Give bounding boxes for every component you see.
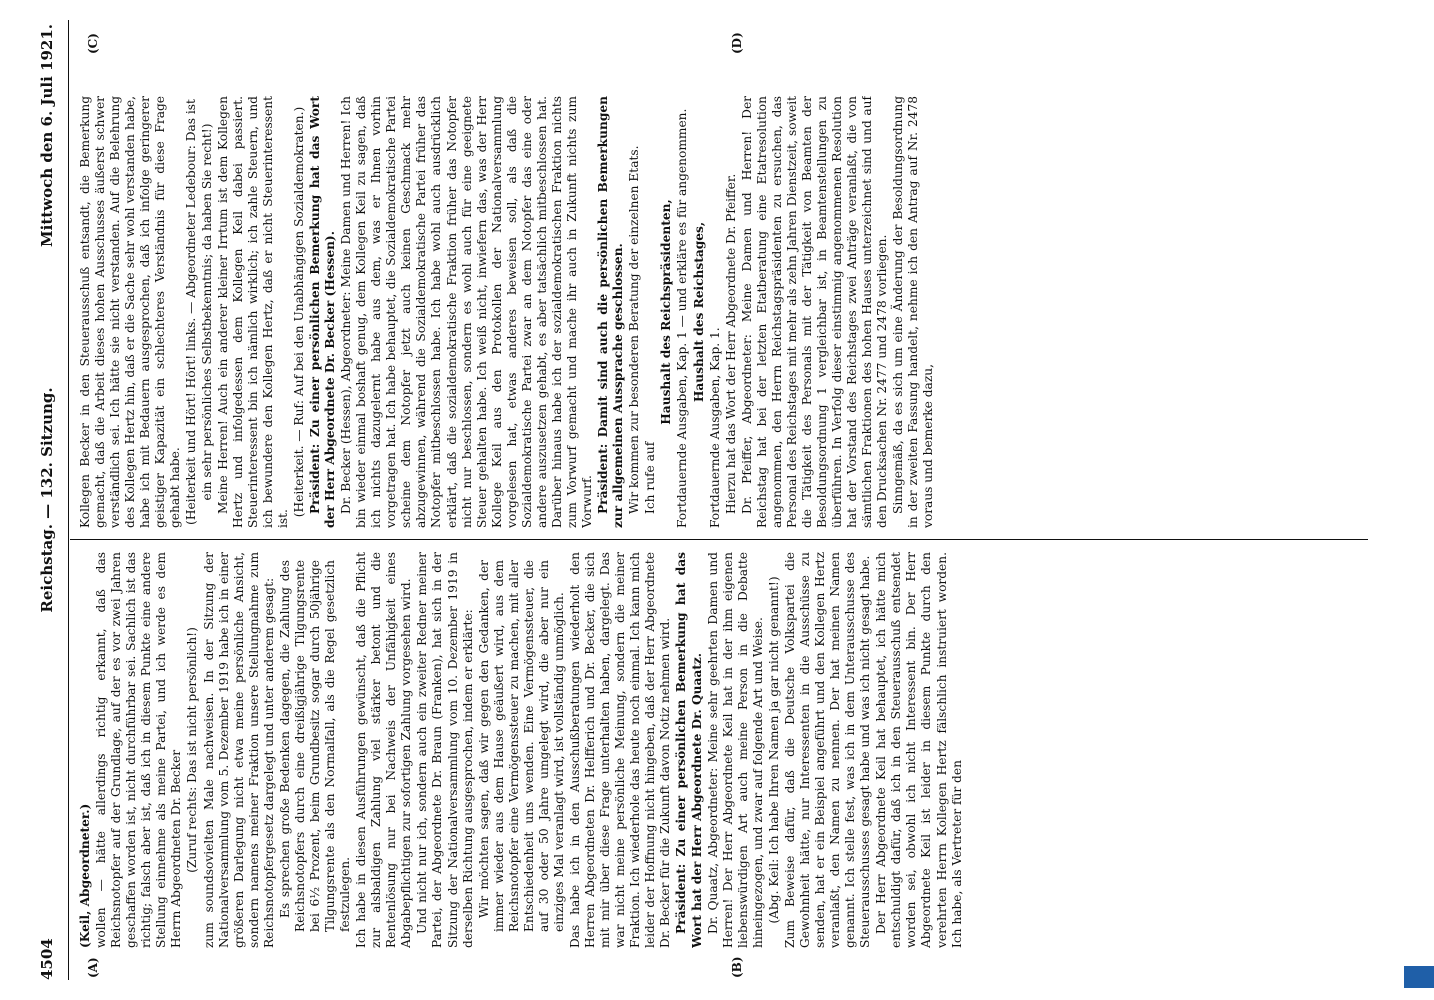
president-remark: Präsident: Zu einer persönlichen Bemerkung hat das Wort hat der Herr Abgeordnete Dr. Quaatz. bbox=[674, 552, 704, 948]
interjection: (Heiterkeit. — Ruf: Auf bei den Unabhängigen Sozialdemokraten.) bbox=[291, 106, 306, 518]
section-heading: Haushalt des Reichstages, bbox=[691, 221, 706, 403]
page-number: 4504 bbox=[38, 938, 56, 980]
margin-marker-c: (C) bbox=[86, 33, 100, 54]
digitization-credit bbox=[1412, 8, 1434, 988]
paragraph: Dr. Quaatz, Abgeordneter: Meine sehr geehrten Damen und Herren! Der Herr Abgeordnete Keil hat in der ihm eigenen liebenswürdigen Art auch meine Person in die Debatte hineingezogen, und zwar auf folgende Art und Weise. bbox=[705, 552, 765, 948]
paragraph: Und nicht nur ich, sondern auch ein zweiter Redner meiner Partei, der Abgeordnete Dr. Braun (Franken), hat sich in der Sitzung der Nationalversammlung vom 10. Dezember 1919 in derselben Richtung ausgesprochen, indem er erklärte: bbox=[415, 552, 475, 948]
text-column-left bbox=[78, 552, 1368, 948]
paragraph: wollen — hätte allerdings richtig erkannt, daß das Reichsnotopfer auf der Grundlage, auf der es vor zwei Jahren geschaffen worden ist, nicht durchführbar sei. Sachlich ist das richtig; falsch aber ist, daß ich in diesem Punkte eine andere Stellung einnehme als meine Partei, und ich werde es dem Herrn Abgeordneten Dr. Becker bbox=[94, 552, 184, 948]
margin-marker-a: (A) bbox=[86, 957, 100, 978]
paragraph: Dr. Pfeiffer, Abgeordneter: Meine Damen und Herren! Der Reichstag hat bei der letzten Etatberatung eine Etatresolution angenommen, den Herrn Reichstagspräsidenten zu ersuchen, das Personal des Reichstages mit mehr als zehn Jahren Dienstzeit, soweit die Tätigkeit des Personals mit der Tätigkeit von Beamten der Besoldungsordnung 1 vergleichbar ist, in Beamtenstellungen zu überführen. In Verfolg dieser einstimmig angenommenen Resolution hat der Vorstand des Reichstages zwei Anträge veranlaßt, die von sämtlichen Fraktionen des hohen Hauses unterzeichnet sind und auf den Drucksachen Nr. 2477 und 2478 vorliegen. bbox=[739, 96, 890, 528]
quotation: Es sprechen große Bedenken dagegen, die Zahlung des Reichsnotopfers durch eine dreißigjährige Tilgungsrente bei 6½ Prozent, beim Grundbesitz sogar durch 50jährige Tilgungsrente als den Normalfall, als die Regel gesetzlich festzulegen. bbox=[277, 560, 353, 932]
page-header bbox=[30, 20, 69, 980]
right-running-title: Mittwoch den 6. Juli 1921. bbox=[38, 24, 56, 247]
paragraph: Meine Herren! Auch ein anderer kleiner Irrtum ist dem Kollegen Hertz und infolgedessen dem Kollegen Keil dabei passiert. Steuerinteressent bin ich nämlich wirklich; ich zahle Steuern, und ich bewundere den Kollegen Hertz, daß er nicht Steuerinteressent ist. bbox=[215, 96, 290, 528]
text-column-right bbox=[78, 96, 1368, 528]
interjection: (Heiterkeit und Hört! Hört! links. — Abgeordneter Ledebour: Das ist ein sehr persönliches Selbstbekenntnis; da haben Sie recht!) bbox=[184, 99, 214, 525]
paragraph: Wir kommen zur besonderen Beratung der einzelnen Etats. bbox=[627, 145, 642, 514]
interjection: (Abg. Keil: Ich habe Ihren Namen ja gar nicht genannt!) bbox=[766, 576, 781, 924]
credit-text bbox=[1412, 966, 1434, 988]
paragraph: Hierzu hat das Wort der Herr Abgeordnete Dr. Pfeiffer. bbox=[723, 173, 738, 514]
interjection: (Zuruf rechts: Das ist nicht persönlich!) bbox=[185, 627, 200, 873]
paragraph: Der Herr Abgeordnete Keil hat behauptet, ich hätte mich entschuldigt dafür, daß ich in den Steuerausschuß entsendet worden sei, obwohl ich nicht Interessent bin. Der Herr Abgeordnete Keil ist leider in diesem Punkte durch den verehrten Herrn Kollegen Hertz fälschlich instruiert worden. Ich habe, als Vertreter für den bbox=[874, 552, 964, 948]
president-remark: Präsident: Damit sind auch die persönlichen Bemerkungen zur allgemeinen Aussprache geschlossen. bbox=[596, 96, 626, 528]
paragraph: Ich habe in diesen Ausführungen gewünscht, daß die Pflicht zur alsbaldigen Zahlung viel stärker betont und die Rentenlösung nur bei Nachweis der Unfähigkeit eines Abgabepflichtigen zur sofortigen Zahlung vorgesehen wird. bbox=[354, 552, 414, 948]
paragraph: Zum Beweise dafür, daß die Deutsche Volkspartei die Gewohnheit hätte, nur Interessenten in die Ausschüsse zu senden, hat er ein Beispiel angeführt und den Kollegen Hertz veranlaßt, den Namen zu nennen. Der hat meinen Namen genannt. Ich stelle fest, was ich in dem Unterausschusse des Steuerausschusses gesagt habe und was ich nicht gesagt habe. bbox=[782, 552, 873, 948]
speaker-line: (Keil, Abgeordneter.) bbox=[78, 803, 92, 948]
left-running-title: Reichstag. — 132. Sitzung. bbox=[38, 387, 56, 613]
paragraph: Das habe ich in den Ausschußberatungen wiederholt den Herren Abgeordneten Dr. Helfferich und Dr. Becker, die sich mit mir über diese Frage unterhalten haben, dargelegt. Das war nicht meine persönliche Meinung, sondern die meiner Fraktion. Ich wiederhole das heute noch einmal. Ich kann mich leider der Hoffnung nicht hingeben, daß der Herr Abgeordnete Dr. Becker für die Zukunft davon Notiz nehmen wird. bbox=[568, 552, 673, 948]
paragraph: Ich rufe auf bbox=[643, 441, 658, 514]
rotated-newspaper-page bbox=[30, 20, 1380, 980]
margin-marker-d: (D) bbox=[730, 32, 744, 54]
column-divider bbox=[70, 539, 1368, 540]
paragraph: Dr. Becker (Hessen), Abgeordneter: Meine Damen und Herren! Ich bin wieder einmal boshaft genug, dem Kollegen Keil zu sagen, daß ich nichts dazugelernt habe aus dem, was er Ihnen vorhin vorgetragen hat. Ich habe behauptet, die Sozialdemokratische Partei scheine dem Notopfer jetzt auch keinen Geschmack mehr abzugewinnen, während die Sozialdemokratische Partei früher das Notopfer mitbeschlossen habe. Ich habe wohl auch ausdrücklich erklärt, daß die sozialdemokratische Fraktion früher das Notopfer nicht nur beschlossen, sondern es wohl auch für eine geeignete Steuer gehalten habe. Ich weiß nicht, inwiefern das, was der Herr Kollege Keil aus den Protokollen der Nationalversammlung vorgelesen hat, etwas anderes beweisen soll, als daß die Sozialdemokratische Partei zwar an dem Notopfer das eine oder andere auszusetzen gehabt, es aber tatsächlich mitbeschlossen hat. Darüber hinaus habe ich der sozialdemokratischen Fraktion nichts zum Vorwurf gemacht und mache ihr auch in Zukunft nichts zum Vorwurf. bbox=[339, 96, 595, 528]
paragraph: zum soundsovielten Male nachweisen. In der Sitzung der Nationalversammlung vom 5. Dezember 1919 habe ich in einer größeren Darlegung nicht etwa meine persönliche Ansicht, sondern namens meiner Fraktion unsere Stellungnahme zum Reichsnotopfergesetz dargelegt und unter anderem gesagt: bbox=[201, 552, 276, 948]
section-heading: Haushalt des Reichspräsidenten, bbox=[659, 199, 674, 425]
quotation: Wir möchten sagen, daß wir gegen den Gedanken, der immer wieder aus dem Hause geäußert wird, aus dem Reichsnotopfer eine Vermögenssteuer zu machen, mit aller Entschiedenheit uns wenden. Eine Vermögenssteuer, die auf 30 oder 50 Jahre umgelegt wird, die aber nur ein einziges Mal veranlagt wird, ist vollständig unmöglich. bbox=[476, 560, 566, 932]
president-remark: Präsident: Zu einer persönlichen Bemerkung hat das Wort der Herr Abgeordnete Dr. Becker (Hessen). bbox=[307, 96, 337, 528]
paragraph: Fortdauernde Ausgaben, Kap. 1. bbox=[707, 327, 722, 528]
paragraph: Kollegen Becker in den Steuerausschuß entsandt, die Bemerkung gemacht, daß die Arbeit dieses hohen Ausschusses äußerst schwer verständlich sei. Ich hätte sie nicht verstanden. Auf die Belehrung des Kollegen Hertz hin, daß er die Sache sehr wohl verstanden habe, habe ich mit Bedauern ausgesprochen, daß ich infolge geringerer geistiger Kapazität ein schlechteres Verständnis für diese Frage gehabt habe. bbox=[78, 96, 183, 528]
paragraph: Fortdauernde Ausgaben, Kap. 1 — und erkläre es für angenommen. bbox=[675, 108, 690, 528]
margin-marker-b: (B) bbox=[730, 956, 744, 978]
paragraph: Sinngemäß, da es sich um eine Änderung der Besoldungsordnung in der zweiten Fassung handelt, nehme ich den Antrag auf Nr. 2478 voraus und bemerke dazu, bbox=[891, 96, 936, 528]
